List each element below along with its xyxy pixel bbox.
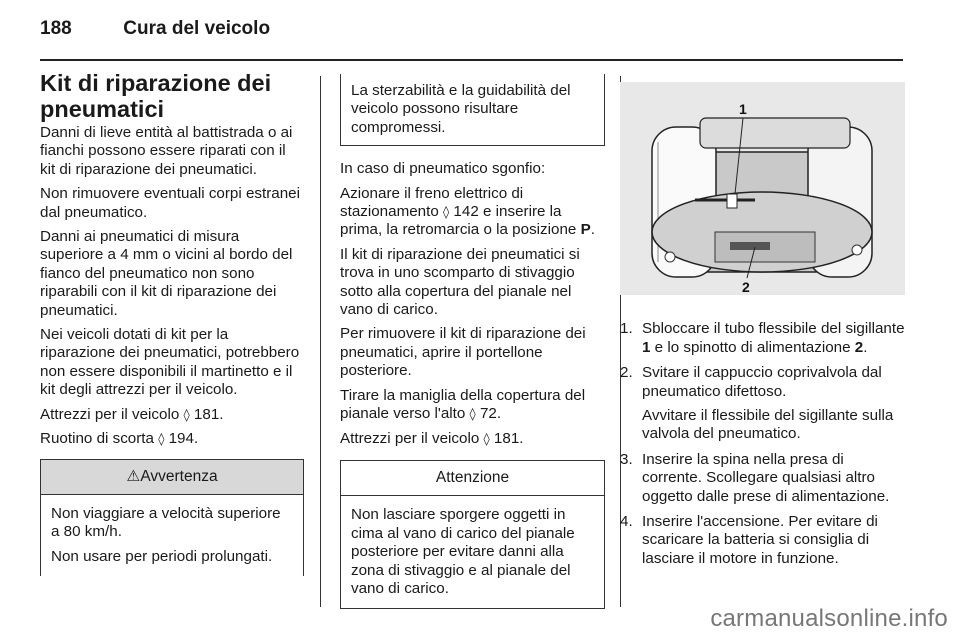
warning-title: Avvertenza: [140, 467, 218, 485]
page-link[interactable]: 142: [453, 203, 479, 221]
watermark: carmanualsonline.info: [710, 605, 948, 632]
page-link[interactable]: 181.: [193, 405, 224, 423]
page-link[interactable]: 194.: [168, 430, 199, 448]
notice-text: Non lasciare sporgere oggetti in cima al vano di carico del pianale posteriore per evitare danni alla zona di stivaggio e al pianale del vano di carico.: [351, 506, 575, 597]
warning-triangle-icon: ⚠: [126, 467, 141, 485]
paragraph: Per rimuovere il kit di riparazione dei pneumatici, aprire il portellone posteriore.: [340, 325, 586, 380]
warning-text: Non viaggiare a velocità superiore a 80 km/h.: [51, 504, 281, 541]
column-left: [40, 62, 304, 582]
page-link[interactable]: 181.: [493, 429, 524, 447]
warning-box-continued: [340, 74, 605, 146]
reference-arrow-icon: ◊: [469, 406, 476, 422]
paragraph: Danni di lieve entità al battistrada o ai fianchi possono essere riparati con il kit di riparazione dei pneumatici.: [40, 124, 293, 178]
warning-body: [41, 495, 303, 576]
page-header: [40, 18, 270, 40]
notice-header: Attenzione: [341, 461, 604, 496]
paragraph: Tirare la maniglia della copertura del pianale verso l'alto ◊ 72.: [340, 386, 586, 423]
warning-text: Non usare per periodi prolungati.: [51, 547, 273, 565]
notice-body: [341, 496, 604, 608]
warning-text: La sterzabilità e la guidabilità del veicolo possono risultare compromessi.: [351, 82, 571, 136]
warning-header: [41, 460, 303, 495]
paragraph: Il kit di riparazione dei pneumatici si trova in uno scomparto di stivaggio sotto alla copertura del pianale nel vano di carico.: [340, 245, 580, 319]
paragraph: Danni ai pneumatici di misura superiore a 4 mm o vicini al bordo del fianco del pneumatico non sono riparabili con il kit di riparazione dei pneumatici.: [40, 228, 293, 319]
list-item: 4. Inserire l'accensione. Per evitare di scaricare la batteria si consiglia di lasciare il motore in funzione.: [620, 513, 878, 567]
steps-list: [620, 320, 905, 568]
paragraph: Non rimuovere eventuali corpi estranei dal pneumatico.: [40, 185, 301, 221]
page-number: 188: [40, 18, 72, 39]
list-item: 3. Inserire la spina nella presa di corrente. Scollegare qualsiasi altro oggetto dalle prese di alimentazione.: [620, 450, 890, 505]
cross-reference-tools: Attrezzi per il veicolo ◊ 181.: [40, 405, 224, 423]
paragraph: Attrezzi per il veicolo ◊ 181.: [340, 429, 524, 447]
cross-reference-spare-wheel: Ruotino di scorta ◊ 194.: [40, 430, 199, 448]
paragraph: Azionare il freno elettrico di stazionamento ◊ 142 e inserire la prima, la retromarcia o la posizione P.: [340, 184, 595, 239]
header-rule: [40, 59, 903, 61]
page-link[interactable]: 72.: [479, 405, 502, 423]
section-title: Cura del veicolo: [123, 18, 271, 39]
list-item: 2. Svitare il cappuccio coprivalvola dal pneumatico difettoso. Avvitare il flessibile del sigillante sulla valvola del pneumatico.: [620, 364, 894, 443]
warning-body: [341, 74, 604, 145]
reference-arrow-icon: ◊: [483, 430, 490, 446]
paragraph: In caso di pneumatico sgonfio:: [340, 160, 546, 178]
reference-arrow-icon: ◊: [183, 406, 190, 422]
notice-box: [340, 460, 605, 609]
reference-arrow-icon: ◊: [443, 204, 450, 220]
reference-arrow-icon: ◊: [158, 431, 165, 447]
column-divider-left: [320, 76, 321, 607]
kit-heading: Kit di riparazione dei pneumatici: [40, 70, 272, 122]
column-right: [620, 66, 905, 575]
figure-label-2: 2: [742, 279, 750, 295]
column-middle: [340, 74, 605, 615]
paragraph: Nei veicoli dotati di kit per la riparazione dei pneumatici, potrebbero non essere disponibili il martinetto e il kit degli attrezzi per il veicolo.: [40, 326, 300, 399]
repair-kit-illustration: [620, 82, 905, 295]
warning-box: [40, 459, 304, 577]
list-item: 1. Sbloccare il tubo flessibile del sigillante 1 e lo spinotto di alimentazione 2.: [620, 320, 905, 356]
figure-label-1: 1: [739, 101, 747, 117]
